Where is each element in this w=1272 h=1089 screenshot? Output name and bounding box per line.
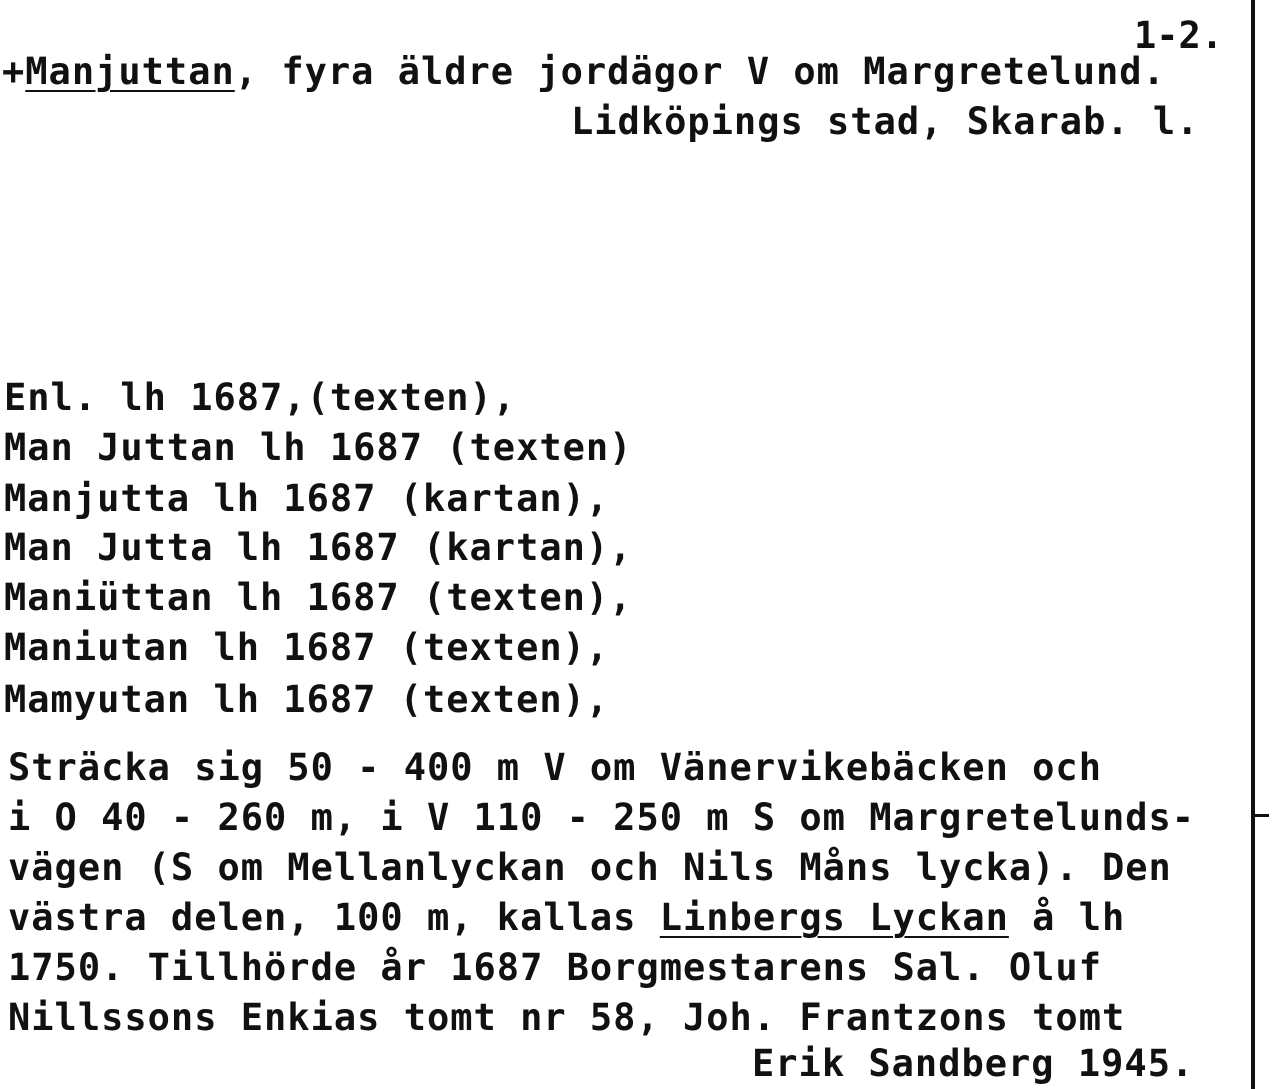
description-line-3: vägen (S om Mellanlyckan och Nils Måns lycka). Den	[8, 846, 1172, 889]
card-number: 1-2.	[1134, 14, 1224, 57]
location-line: Lidköpings stad, Skarab. l.	[571, 100, 1200, 143]
description-line-5: 1750. Tillhörde år 1687 Borgmestarens Sal. Oluf	[8, 946, 1102, 989]
card-right-border	[1251, 0, 1255, 1089]
description-line-4-start: västra delen, 100 m, kallas	[8, 896, 660, 939]
description-line-4	[8, 898, 1125, 938]
signature: Erik Sandberg 1945.	[752, 1042, 1195, 1085]
source-line: Maniutan lh 1687 (texten),	[4, 626, 610, 669]
source-line: Mamyutan lh 1687 (texten),	[4, 678, 610, 721]
source-line: Manjutta lh 1687 (kartan),	[4, 477, 610, 520]
description-line-4-end: å lh	[1008, 896, 1126, 939]
card-title	[2, 52, 1166, 92]
title-name: Manjuttan	[25, 50, 235, 93]
source-line: Enl. lh 1687,(texten),	[4, 376, 517, 419]
border-tick-mark	[1251, 814, 1269, 817]
description-line-1: Sträcka sig 50 - 400 m V om Vänervikebäcken och	[8, 746, 1102, 789]
title-rest: , fyra äldre jordägor V om Margretelund.	[234, 50, 1166, 93]
source-line: Maniüttan lh 1687 (texten),	[4, 576, 633, 619]
title-prefix: +	[2, 50, 26, 93]
description-line-2: i O 40 - 260 m, i V 110 - 250 m S om Margretelunds-	[8, 796, 1196, 839]
description-line-6: Nillssons Enkias tomt nr 58, Joh. Frantzons tomt	[8, 996, 1126, 1039]
linbergs-lyckan-underlined: Linbergs Lyckan	[659, 896, 1009, 939]
source-line: Man Jutta lh 1687 (kartan),	[4, 526, 633, 569]
source-line: Man Juttan lh 1687 (texten)	[4, 426, 633, 469]
